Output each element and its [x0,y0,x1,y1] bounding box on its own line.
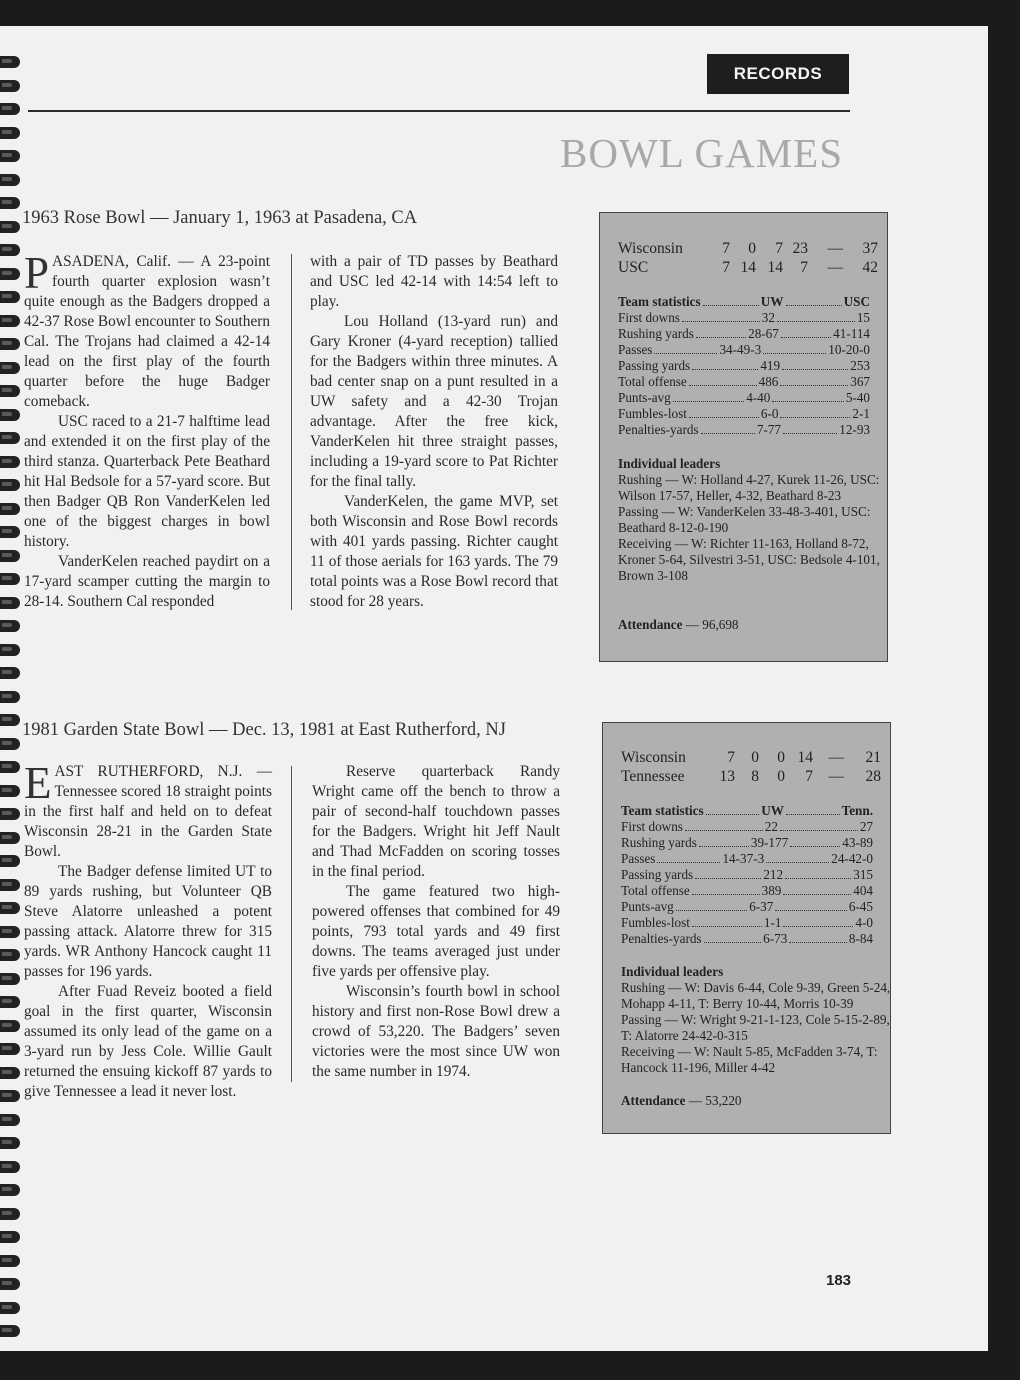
article-paragraph: Wisconsin’s fourth bowl in school history and first non-Rose Bowl drew a crowd of 53,220. The Badgers’ seven victories were the most since UW won the same number in 1974. [312,983,560,1080]
binding-coil [0,385,20,397]
stat-row: First downs 32 15 [618,310,871,325]
binding-coil [0,1161,20,1173]
binding-coil [0,902,20,914]
binding-coil [0,127,20,139]
binding-coil [0,785,20,797]
stat-row: Total offense 389 404 [621,883,873,898]
stat-row: First downs 22 27 [621,819,874,834]
team-stats [621,803,873,947]
drop-cap: E [24,758,52,808]
binding-coil [0,80,20,92]
binding-coil [0,291,20,303]
binding-coil [0,1043,20,1055]
binding-coil [0,738,20,750]
stat-row: Passing yards 419 253 [618,358,871,373]
binding-coil [0,832,20,844]
binding-coil [0,1208,20,1220]
article-paragraph: Reserve quarterback Randy Wright came off the bench to throw a pair of second-half touchdown passes for the Badgers. Wright hit Jeff Nault and Thad McFadden on scoring tosses in the final period. [312,763,560,880]
stat-row: Passing yards 212 315 [621,867,874,882]
drop-cap: P [24,248,50,298]
binding-coil [0,56,20,68]
team-stats [618,294,870,438]
binding-coil [0,1090,20,1102]
stat-row: Total offense 486 367 [618,374,870,389]
binding-coil [0,1302,20,1314]
individual-leaders: Individual leaders Rushing — W: Davis 6-44, Cole 9-39, Green 5-24, Mohapp 4-11, T: Berry 10-44, Morris 10-39 Passing — W: Wright 9-21-1-123, Cole 5-15-2-89, T: Alatorre 24-42-0-315 Receiving — W: Nault 5-85, McFadden 3-74, T: Hancock 11-196, Miller 4-42 [621,964,895,1076]
binding-coil [0,573,20,585]
game-heading: 1981 Garden State Bowl — Dec. 13, 1981 at East Rutherford, NJ [22,720,506,740]
box-score: Wisconsin 7 0 7 23 — 37 USC 7 14 14 7 — 42 Team statistics UW USC First downs 32 15 Rushing yards 28-67 41-114 Passes 34-49-3 10-20-0 Passing yards 419 253 Total offense 486 367 Punts-avg 4-40 5-40 Fumbles-lost 6-0 2-1 Penalties-yards 7-77 12-93 Individual leaders Rushing — W: Holland 4-27, Kurek 11-26, USC: Wilson 17-57, Heller, 4-32, Beathard 8-23 Passing — W: VanderKelen 33-48-3-401, USC: Beathard 8-12-0-190 Receiving — W: Richter 11-163, Holland 8-72, Kroner 5-64, Silvestri 3-51, USC: Bedsole 4-101, Brown 3-108 Attendance — 96,698 [599,212,888,662]
article-paragraph: USC raced to a 21-7 halftime lead and extended it on the first play of the third stanza. Quarterback Pete Beathard hit Hal Bedsole for a 57-yard score. But then Badger QB Ron VanderKelen led one of the biggest charges in bowl history. [24,413,270,550]
binding-coil [0,503,20,515]
binding-coil [0,996,20,1008]
binding-coil [0,1114,20,1126]
binding-coil [0,150,20,162]
binding-coil [0,1137,20,1149]
leader-line: Rushing — W: Davis 6-44, Cole 9-39, Green 5-24, Mohapp 4-11, T: Berry 10-44, Morris 10-39 [621,980,891,1011]
binding-coil [0,456,20,468]
binding-coil [0,197,20,209]
article-column [312,762,560,1082]
binding-coil [0,479,20,491]
stat-row: Rushing yards 39-177 43-89 [621,835,874,850]
binding-coil [0,221,20,233]
binding-coil [0,949,20,961]
stat-row: Punts-avg 4-40 5-40 [618,390,870,405]
box-score: Wisconsin 7 0 0 14 — 21 Tennessee 13 8 0 7 — 28 Team statistics UW Tenn. First downs 22 27 Rushing yards 39-177 43-89 Passes 14-37-3 24-42-0 Passing yards 212 315 Total offense 389 404 Punts-avg 6-37 6-45 Fumbles-lost 1-1 4-0 Penalties-yards 6-73 8-84 Individual leaders Rushing — W: Davis 6-44, Cole 9-39, Green 5-24, Mohapp 4-11, T: Berry 10-44, Morris 10-39 Passing — W: Wright 9-21-1-123, Cole 5-15-2-89, T: Alatorre 24-42-0-315 Receiving — W: Nault 5-85, McFadden 3-74, T: Hancock 11-196, Miller 4-42 Attendance — 53,220 [602,722,891,1134]
binding-coil [0,362,20,374]
article-column [24,758,272,1102]
binding-coil [0,620,20,632]
attendance: Attendance — 53,220 [621,1093,742,1108]
article-paragraph: The Badger defense limited UT to 89 yards rushing, but Volunteer QB Steve Alatorre unleashed a potent passing attack. Alatorre threw for 315 yards. WR Anthony Hancock caught 11 passes for 196 yards. [24,863,272,980]
binding-coil [0,1020,20,1032]
article-column [310,252,558,612]
leader-line: Rushing — W: Holland 4-27, Kurek 11-26, USC: Wilson 17-57, Heller, 4-32, Beathard 8-23 [618,472,880,503]
binding-coil [0,409,20,421]
binding-coil [0,644,20,656]
header-rule [28,110,850,112]
stat-row: Fumbles-lost 1-1 4-0 [621,915,873,930]
stat-row: Fumbles-lost 6-0 2-1 [618,406,870,421]
binding-coil [0,691,20,703]
binding-coil [0,714,20,726]
article-paragraph: Lou Holland (13-yard run) and Gary Kroner (4-yard reception) tallied for the Badgers within three minutes. A bad center snap on a punt resulted in a UW safety and a 42-30 Trojan advantage. After the free kick, VanderKelen hit three straight passes, including a 19-yard score to Pat Richter for the final tally. [310,313,558,490]
binding-coil [0,667,20,679]
article-paragraph: EAST RUTHERFORD, N.J. — Tennessee scored 18 straight points in the first half and held on to defeat Wisconsin 28-21 in the Garden State Bowl. [24,758,272,860]
binding-coil [0,926,20,938]
leader-line: Receiving — W: Richter 11-163, Holland 8-72, Kroner 5-64, Silvestri 3-51, USC: Bedsole 4-101, Brown 3-108 [618,536,880,583]
stat-row: Passes 34-49-3 10-20-0 [618,342,870,357]
page-number: 183 [826,1272,852,1289]
column-divider [291,254,292,610]
article-paragraph: The game featured two high-powered offenses that combined for 49 points, 793 total yards and 49 first downs. The teams averaged just under five yards per offensive play. [312,883,560,980]
binding-coil [0,1255,20,1267]
article-paragraph: PASADENA, Calif. — A 23-point fourth quarter explosion wasn’t quite enough as the Badgers dropped a 42-37 Rose Bowl encounter to Southern Cal. The Trojans had claimed a 42-14 lead on the first play of the fourth quarter before the huge Badger comeback. [24,248,270,410]
column-divider [291,766,292,1082]
binding-coil [0,526,20,538]
document-page [0,26,988,1351]
stat-row: Rushing yards 28-67 41-114 [618,326,871,341]
binding-coil [0,761,20,773]
binding-coil [0,244,20,256]
binding-coil [0,1231,20,1243]
stat-row: Punts-avg 6-37 6-45 [621,899,873,914]
binding-coil [0,808,20,820]
binding-coil [0,315,20,327]
leader-line: Passing — W: VanderKelen 33-48-3-401, USC: Beathard 8-12-0-190 [618,504,871,535]
binding-coil [0,879,20,891]
binding-coil [0,550,20,562]
binding-coil [0,855,20,867]
binding-coil [0,174,20,186]
binding-coil [0,432,20,444]
game-heading: 1963 Rose Bowl — January 1, 1963 at Pasadena, CA [22,208,418,228]
stat-row: Penalties-yards 7-77 12-93 [618,422,871,437]
spiral-binding [0,56,22,1351]
section-tab: RECORDS [707,54,849,94]
binding-coil [0,268,20,280]
binding-coil [0,1325,20,1337]
article-paragraph: VanderKelen reached paydirt on a 17-yard scamper cutting the margin to 28-14. Southern Cal responded [24,553,270,610]
binding-coil [0,103,20,115]
binding-coil [0,973,20,985]
stat-row: Penalties-yards 6-73 8-84 [621,931,874,946]
binding-coil [0,1067,20,1079]
binding-coil [0,597,20,609]
stat-row: Passes 14-37-3 24-42-0 [621,851,873,866]
article-paragraph: VanderKelen, the game MVP, set both Wisconsin and Rose Bowl records with 401 yards passing. Richter caught 11 of those aerials for 163 yards. The 79 total points was a Rose Bowl record that stood for 28 years. [310,493,558,610]
leader-line: Receiving — W: Nault 5-85, McFadden 3-74, T: Hancock 11-196, Miller 4-42 [621,1044,878,1075]
stats-header: Team statistics UW Tenn. [621,803,874,818]
article-paragraph: After Fuad Reveiz booted a field goal in the first quarter, Wisconsin assumed its only lead of the game on a 3-yard run by Jess Cole. Willie Gault returned the ensuing kickoff 87 yards to give Tennessee a lead it never lost. [24,983,272,1100]
binding-coil [0,338,20,350]
stats-header: Team statistics UW USC [618,294,870,309]
article-paragraph: with a pair of TD passes by Beathard and USC led 42-14 with 14:54 left to play. [310,253,558,310]
binding-coil [0,1184,20,1196]
leader-line: Passing — W: Wright 9-21-1-123, Cole 5-15-2-89, T: Alatorre 24-42-0-315 [621,1012,890,1043]
individual-leaders: Individual leaders Rushing — W: Holland 4-27, Kurek 11-26, USC: Wilson 17-57, Heller, 4-32, Beathard 8-23 Passing — W: VanderKelen 33-48-3-401, USC: Beathard 8-12-0-190 Receiving — W: Richter 11-163, Holland 8-72, Kroner 5-64, Silvestri 3-51, USC: Bedsole 4-101, Brown 3-108 [618,456,892,584]
binding-coil [0,1278,20,1290]
page-title: BOWL GAMES [560,130,843,176]
attendance: Attendance — 96,698 [618,617,739,632]
article-column [24,248,270,612]
